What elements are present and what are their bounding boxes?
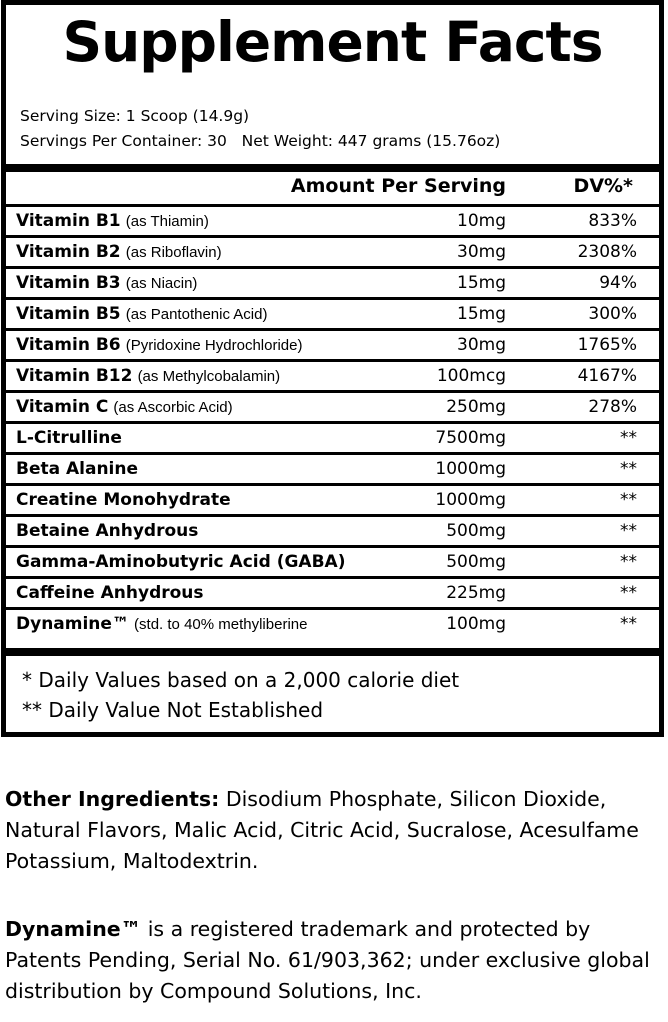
nutrient-amount: 30mg [457, 242, 506, 262]
nutrient-dv: 1765% [577, 335, 637, 355]
trademark-label: Dynamine™ [5, 917, 142, 941]
dv-header: DV%* [573, 175, 633, 197]
supplement-facts-panel [1, 0, 664, 737]
nutrient-dv: 300% [588, 304, 637, 324]
nutrient-name [16, 397, 233, 417]
nutrient-amount: 500mg [446, 552, 506, 572]
footnote-daily-values: * Daily Values based on a 2,000 calorie diet [22, 668, 460, 692]
serving-size: Serving Size: 1 Scoop (14.9g) [20, 107, 250, 125]
nutrient-dv: ** [620, 490, 637, 510]
nutrient-source: (Pyridoxine Hydrochloride) [125, 337, 303, 354]
nutrient-amount: 1000mg [435, 459, 506, 479]
nutrient-dv: 2308% [577, 242, 637, 262]
table-row [6, 297, 659, 328]
table-row [6, 390, 659, 421]
nutrient-label: Vitamin B1 [16, 211, 121, 231]
nutrient-name [16, 521, 198, 541]
nutrient-source: (as Pantothenic Acid) [125, 306, 268, 323]
nutrient-dv: ** [620, 521, 637, 541]
nutrient-label: Vitamin B5 [16, 304, 121, 324]
nutrient-name [16, 304, 267, 324]
table-row [6, 514, 659, 545]
nutrient-amount: 250mg [446, 397, 506, 417]
nutrient-source: (as Niacin) [125, 275, 198, 292]
nutrient-amount: 10mg [457, 211, 506, 231]
nutrient-label: Vitamin B2 [16, 242, 121, 262]
table-row [6, 328, 659, 359]
table-row [6, 483, 659, 514]
table-row [6, 235, 659, 266]
nutrient-table [6, 204, 659, 638]
nutrient-dv: 4167% [577, 366, 637, 386]
nutrient-label: L-Citrulline [16, 428, 122, 448]
trademark-notice [5, 914, 665, 1007]
nutrient-label: Creatine Monohydrate [16, 490, 231, 510]
table-row [6, 204, 659, 235]
thick-divider-bottom [6, 648, 664, 656]
table-row [6, 266, 659, 297]
nutrient-amount: 500mg [446, 521, 506, 541]
nutrient-label: Vitamin B6 [16, 335, 121, 355]
footnote-not-established: ** Daily Value Not Established [22, 698, 324, 722]
table-row [6, 576, 659, 607]
nutrient-source: (as Ascorbic Acid) [113, 399, 233, 416]
nutrient-amount: 15mg [457, 304, 506, 324]
other-ingredients-label: Other Ingredients: [5, 787, 220, 811]
nutrient-name [16, 583, 204, 603]
table-row [6, 452, 659, 483]
nutrient-name [16, 459, 138, 479]
nutrient-label: Vitamin B12 [16, 366, 133, 386]
nutrient-dv: ** [620, 428, 637, 448]
servings-per-container: Servings Per Container: 30 Net Weight: 447 grams (15.76oz) [20, 132, 501, 150]
nutrient-source: (as Riboflavin) [125, 244, 222, 261]
nutrient-dv: 94% [599, 273, 637, 293]
nutrient-name [16, 273, 197, 293]
nutrient-name [16, 242, 222, 262]
nutrient-dv: ** [620, 583, 637, 603]
nutrient-amount: 100mcg [436, 366, 506, 386]
nutrient-dv: 278% [588, 397, 637, 417]
nutrient-name [16, 335, 302, 355]
nutrient-amount: 1000mg [435, 490, 506, 510]
nutrient-name [16, 366, 280, 386]
nutrient-name [16, 614, 307, 634]
column-header [6, 172, 659, 204]
nutrient-amount: 15mg [457, 273, 506, 293]
nutrient-label: Beta Alanine [16, 459, 139, 479]
nutrient-name [16, 211, 209, 231]
nutrient-source: (as Methylcobalamin) [137, 368, 281, 385]
nutrient-name [16, 428, 122, 448]
nutrient-label: Caffeine Anhydrous [16, 583, 204, 603]
nutrient-name [16, 490, 231, 510]
nutrient-amount: 100mg [446, 614, 506, 634]
nutrient-label: Vitamin B3 [16, 273, 121, 293]
other-ingredients-text: Disodium Phosphate, Silicon Dioxide, Natural Flavors, Malic Acid, Citric Acid, Sucralose, Acesulfame Potassium, Maltodextrin. [5, 787, 639, 873]
table-row [6, 607, 659, 638]
thick-divider [6, 164, 659, 172]
nutrient-dv: ** [620, 614, 637, 634]
nutrient-source: (std. to 40% methyliberine [134, 616, 308, 633]
nutrient-label: Betaine Anhydrous [16, 521, 199, 541]
nutrient-dv: ** [620, 459, 637, 479]
other-ingredients [5, 784, 660, 877]
nutrient-source: (as Thiamin) [125, 213, 209, 230]
nutrient-label: Gamma-Aminobutyric Acid (GABA) [16, 552, 346, 572]
footnotes [22, 665, 459, 725]
table-row [6, 421, 659, 452]
amount-header: Amount Per Serving [290, 175, 506, 197]
nutrient-amount: 7500mg [435, 428, 506, 448]
nutrient-dv: 833% [588, 211, 637, 231]
table-row [6, 545, 659, 576]
nutrient-label: Dynamine™ [16, 614, 129, 634]
table-row [6, 359, 659, 390]
trademark-text: is a registered trademark and protected by Patents Pending, Serial No. 61/903,362; under exclusive global distribution by Compound Solutions, Inc. [5, 917, 650, 1003]
panel-title: Supplement Facts [62, 10, 603, 74]
nutrient-name [16, 552, 345, 572]
nutrient-amount: 30mg [457, 335, 506, 355]
nutrient-label: Vitamin C [16, 397, 109, 417]
nutrient-amount: 225mg [446, 583, 506, 603]
nutrient-dv: ** [620, 552, 637, 572]
serving-info [20, 104, 500, 154]
